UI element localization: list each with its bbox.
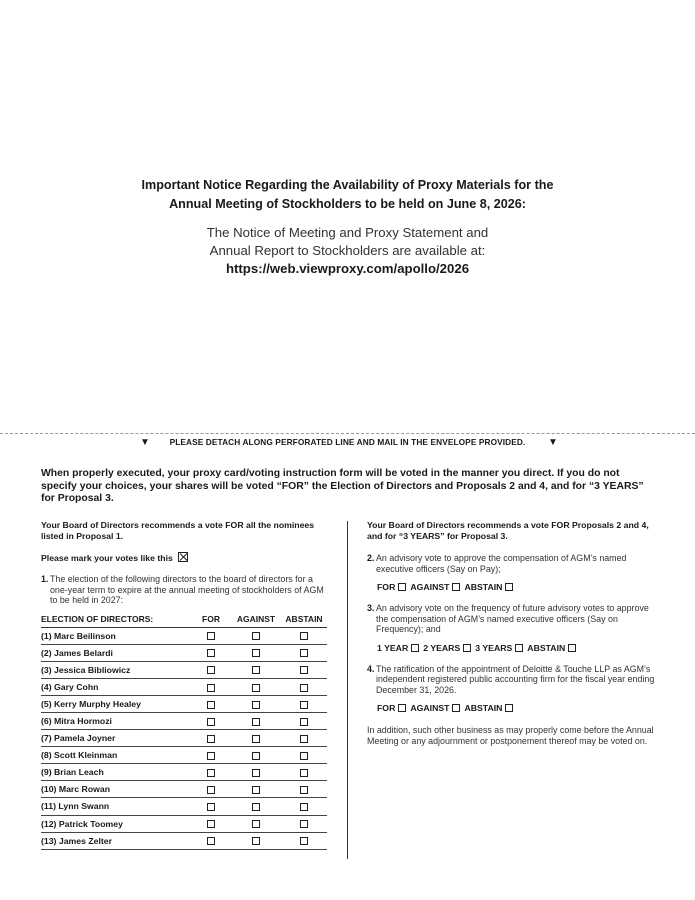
proposal-3-option — [423, 643, 471, 653]
director-against-cell — [231, 644, 281, 661]
director-for-cell — [191, 747, 231, 764]
proxy-materials-url[interactable]: https://web.viewproxy.com/apollo/2026 — [225, 261, 470, 276]
left-column — [41, 520, 331, 850]
proposal-2-option-checkbox[interactable] — [505, 583, 513, 591]
proposal-4-votes — [377, 703, 657, 713]
director-against-cell — [231, 781, 281, 798]
proposal-4-option-checkbox[interactable] — [505, 704, 513, 712]
proposal-3-option — [527, 643, 576, 653]
director-row — [41, 815, 327, 832]
director-against-checkbox[interactable] — [252, 837, 260, 845]
director-row — [41, 627, 327, 644]
director-name: (6) Mitra Hormozi — [41, 712, 191, 729]
director-for-checkbox[interactable] — [207, 820, 215, 828]
checked-box-icon — [178, 552, 188, 562]
board-recommendation-proposal1: Your Board of Directors recommends a vote FOR all the nominees listed in Proposal 1. — [41, 520, 315, 541]
proposal-4-option-checkbox[interactable] — [452, 704, 460, 712]
director-row — [41, 764, 327, 781]
proposal-3-option-label: ABSTAIN — [527, 642, 566, 653]
director-name: (12) Patrick Toomey — [41, 815, 191, 832]
director-abstain-cell — [281, 644, 327, 661]
director-against-cell — [231, 747, 281, 764]
proposal-3-option-checkbox[interactable] — [463, 644, 471, 652]
director-for-checkbox[interactable] — [207, 786, 215, 794]
director-row — [41, 661, 327, 678]
proposal-4-option — [464, 703, 513, 713]
director-for-cell — [191, 695, 231, 712]
mark-votes-label: Please mark your votes like this — [41, 553, 173, 563]
proposal-2-option-label: ABSTAIN — [464, 582, 503, 592]
proposal-2-option — [410, 582, 460, 592]
proposal-1-number: 1. — [41, 574, 49, 584]
detach-instruction: PLEASE DETACH ALONG PERFORATED LINE AND MAIL IN THE ENVELOPE PROVIDED. — [169, 437, 526, 447]
director-for-cell — [191, 832, 231, 849]
notice-heading-line2: Annual Meeting of Stockholders to be held on June 8, 2026: — [169, 197, 526, 211]
director-abstain-checkbox[interactable] — [300, 786, 308, 794]
director-row — [41, 695, 327, 712]
director-for-cell — [191, 661, 231, 678]
detach-arrow-right-icon: ▼ — [548, 437, 558, 448]
director-against-checkbox[interactable] — [252, 769, 260, 777]
director-abstain-cell — [281, 695, 327, 712]
director-name: (1) Marc Beilinson — [41, 627, 191, 644]
director-against-cell — [231, 832, 281, 849]
director-abstain-cell — [281, 678, 327, 695]
notice-body — [0, 224, 695, 278]
proposal-2-option — [377, 582, 406, 592]
notice-heading-line1: Important Notice Regarding the Availability of Proxy Materials for the — [141, 178, 554, 192]
director-abstain-cell — [281, 730, 327, 747]
proposal-2-option-label: FOR — [377, 582, 396, 592]
director-for-checkbox[interactable] — [207, 649, 215, 657]
proposal-3-number: 3. — [367, 603, 375, 613]
notice-section — [0, 176, 695, 278]
director-row — [41, 678, 327, 695]
proposal-3-votes — [377, 643, 657, 653]
proposal-4-text: The ratification of the appointment of Deloitte & Touche LLP as AGM’s independent registered public accounting firm for the fiscal year ending December 31, 2026. — [376, 663, 655, 695]
proposal-4-option — [377, 703, 406, 713]
director-against-cell — [231, 730, 281, 747]
director-against-cell — [231, 695, 281, 712]
director-row — [41, 644, 327, 661]
notice-body-line2: Annual Report to Stockholders are available at: — [209, 243, 486, 258]
director-abstain-checkbox[interactable] — [300, 701, 308, 709]
proposal-3-text: An advisory vote on the frequency of future advisory votes to approve the compensation of AGM’s named executive officers (Say on Frequency); and — [376, 603, 649, 634]
director-against-checkbox[interactable] — [252, 786, 260, 794]
director-name: (10) Marc Rowan — [41, 781, 191, 798]
director-name: (4) Gary Cohn — [41, 678, 191, 695]
proposal-3-option-checkbox[interactable] — [411, 644, 419, 652]
directors-table-header — [41, 614, 327, 628]
director-name: (13) James Zelter — [41, 832, 191, 849]
perforation-line — [0, 433, 695, 434]
director-against-cell — [231, 764, 281, 781]
proposal-4-option-label: ABSTAIN — [464, 703, 503, 713]
header-against: AGAINST — [231, 614, 281, 628]
director-for-checkbox[interactable] — [207, 837, 215, 845]
director-abstain-checkbox[interactable] — [300, 718, 308, 726]
director-abstain-checkbox[interactable] — [300, 666, 308, 674]
director-abstain-checkbox[interactable] — [300, 632, 308, 640]
director-for-cell — [191, 644, 231, 661]
proposal-4-option-checkbox[interactable] — [398, 704, 406, 712]
proposal-2-votes — [377, 582, 657, 592]
proposal-2-option — [464, 582, 513, 592]
director-abstain-checkbox[interactable] — [300, 769, 308, 777]
board-recommendation-proposals-2-4: Your Board of Directors recommends a vote FOR Proposals 2 and 4, and for “3 YEARS” for Proposal 3. — [367, 520, 649, 541]
proposal-3-option-label: 2 YEARS — [423, 642, 461, 653]
election-of-directors-table — [41, 614, 327, 850]
director-abstain-cell — [281, 712, 327, 729]
director-for-checkbox[interactable] — [207, 735, 215, 743]
proposal-2-number: 2. — [367, 553, 375, 563]
director-abstain-checkbox[interactable] — [300, 735, 308, 743]
director-abstain-cell — [281, 747, 327, 764]
director-name: (3) Jessica Bibliowicz — [41, 661, 191, 678]
director-row — [41, 712, 327, 729]
director-against-checkbox[interactable] — [252, 666, 260, 674]
director-against-checkbox[interactable] — [252, 752, 260, 760]
director-abstain-checkbox[interactable] — [300, 649, 308, 657]
proposal-4-number: 4. — [367, 663, 375, 674]
proposal-2-option-label: AGAINST — [410, 582, 450, 592]
proposal-3-option — [475, 643, 523, 653]
director-name: (8) Scott Kleinman — [41, 747, 191, 764]
director-for-cell — [191, 730, 231, 747]
director-against-cell — [231, 661, 281, 678]
director-abstain-checkbox[interactable] — [300, 820, 308, 828]
proposal-4-option-label: FOR — [377, 703, 396, 713]
director-against-checkbox[interactable] — [252, 718, 260, 726]
director-for-cell — [191, 764, 231, 781]
proposal-4-option-label: AGAINST — [410, 703, 450, 713]
proposal-3 — [367, 603, 657, 635]
header-election-of-directors: ELECTION OF DIRECTORS: — [41, 614, 191, 628]
proposal-3-option-checkbox[interactable] — [568, 644, 576, 652]
execution-instructions: When properly executed, your proxy card/voting instruction form will be voted in the manner you direct. If you do not specify your choices, your shares will be voted “FOR” the Election of Directors and Proposals 2 and 4, and for “3 YEARS” for Proposal 3. — [41, 468, 644, 504]
additional-business-text: In addition, such other business as may properly come before the Annual Meeting or any adjournment or postponement thereof may be voted on. — [367, 725, 654, 746]
proposal-3-option-label: 3 YEARS — [475, 642, 513, 653]
director-against-checkbox[interactable] — [252, 820, 260, 828]
director-for-checkbox[interactable] — [207, 632, 215, 640]
director-abstain-cell — [281, 798, 327, 815]
director-against-checkbox[interactable] — [252, 735, 260, 743]
director-abstain-cell — [281, 764, 327, 781]
header-for: FOR — [191, 614, 231, 628]
proposal-3-option-label: 1 YEAR — [377, 642, 409, 653]
director-against-cell — [231, 815, 281, 832]
director-for-checkbox[interactable] — [207, 769, 215, 777]
proposal-2-option-checkbox[interactable] — [452, 583, 460, 591]
director-abstain-cell — [281, 627, 327, 644]
proposal-2 — [367, 553, 657, 574]
proposal-2-text: An advisory vote to approve the compensation of AGM’s named executive officers (Say on Pay); — [376, 553, 627, 574]
director-abstain-checkbox[interactable] — [300, 684, 308, 692]
director-for-cell — [191, 798, 231, 815]
director-row — [41, 832, 327, 849]
director-row — [41, 781, 327, 798]
director-for-checkbox[interactable] — [207, 666, 215, 674]
director-row — [41, 798, 327, 815]
director-for-checkbox[interactable] — [207, 718, 215, 726]
proposal-3-option-checkbox[interactable] — [515, 644, 523, 652]
director-against-cell — [231, 627, 281, 644]
director-for-checkbox[interactable] — [207, 684, 215, 692]
proposal-2-option-checkbox[interactable] — [398, 583, 406, 591]
director-against-cell — [231, 678, 281, 695]
director-name: (9) Brian Leach — [41, 764, 191, 781]
director-for-cell — [191, 627, 231, 644]
proposal-3-option — [377, 643, 419, 653]
director-for-checkbox[interactable] — [207, 752, 215, 760]
director-row — [41, 747, 327, 764]
director-abstain-checkbox[interactable] — [300, 752, 308, 760]
notice-heading — [0, 176, 695, 214]
director-abstain-cell — [281, 781, 327, 798]
director-against-checkbox[interactable] — [252, 632, 260, 640]
director-for-checkbox[interactable] — [207, 701, 215, 709]
proposal-1-text: The election of the following directors to the board of directors for a one-year term to expire at the annual meeting of stockholders of AGM to be held in 2027: — [50, 574, 324, 605]
director-against-checkbox[interactable] — [252, 701, 260, 709]
column-divider — [347, 521, 348, 859]
director-abstain-cell — [281, 832, 327, 849]
mark-votes-example — [41, 552, 331, 563]
director-abstain-checkbox[interactable] — [300, 803, 308, 811]
director-name: (11) Lynn Swann — [41, 798, 191, 815]
director-for-checkbox[interactable] — [207, 803, 215, 811]
proposal-4 — [367, 664, 657, 696]
director-against-checkbox[interactable] — [252, 649, 260, 657]
director-for-cell — [191, 815, 231, 832]
director-for-cell — [191, 781, 231, 798]
director-abstain-cell — [281, 815, 327, 832]
detach-arrow-left-icon: ▼ — [140, 437, 150, 448]
director-against-cell — [231, 712, 281, 729]
director-for-cell — [191, 678, 231, 695]
right-column — [367, 520, 657, 755]
director-row — [41, 730, 327, 747]
director-abstain-cell — [281, 661, 327, 678]
proposal-4-option — [410, 703, 460, 713]
director-against-checkbox[interactable] — [252, 684, 260, 692]
director-name: (2) James Belardi — [41, 644, 191, 661]
director-against-checkbox[interactable] — [252, 803, 260, 811]
director-against-cell — [231, 798, 281, 815]
director-name: (5) Kerry Murphy Healey — [41, 695, 191, 712]
director-for-cell — [191, 712, 231, 729]
header-abstain: ABSTAIN — [281, 614, 327, 628]
director-abstain-checkbox[interactable] — [300, 837, 308, 845]
notice-body-line1: The Notice of Meeting and Proxy Statement and — [206, 225, 489, 240]
director-name: (7) Pamela Joyner — [41, 730, 191, 747]
proposal-1 — [41, 574, 331, 606]
